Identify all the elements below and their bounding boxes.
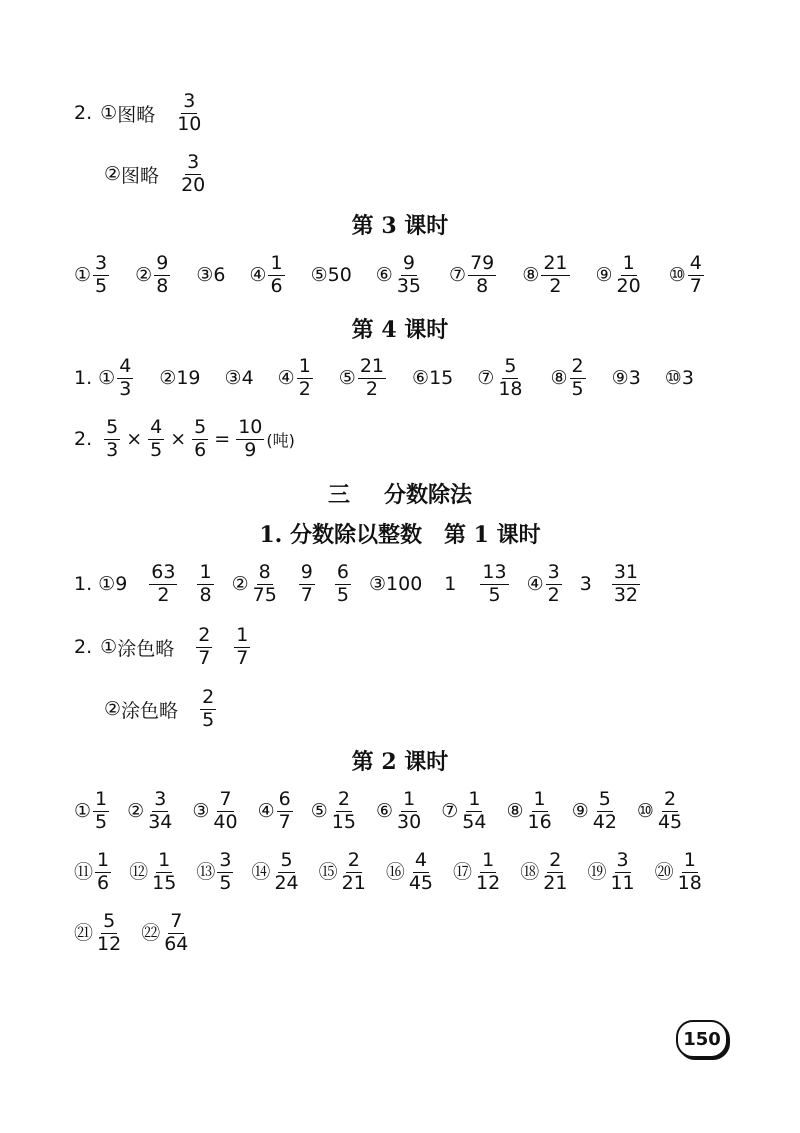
lesson-4-q1-answers	[74, 357, 694, 400]
page-number: 150	[683, 1028, 721, 1050]
chapter-heading	[0, 481, 800, 509]
fraction: $\frac{9}{7}$	[300, 561, 313, 606]
section-title: 1. 分数除以整数	[259, 522, 422, 548]
item-mark: ②	[104, 698, 122, 721]
fraction: $\frac{8}{75}$	[252, 561, 277, 606]
item-10: ⑩ $\frac{2}{45}$	[636, 788, 683, 833]
answer-text: 涂色略	[121, 699, 179, 722]
item-9: ⑨3	[611, 367, 641, 390]
item-6: ⑥ $\frac{9}{35}$	[375, 252, 422, 297]
item-11: ⑪ $\frac{1}{6}$	[74, 849, 110, 894]
item-7: ⑦ $\frac{1}{54}$	[441, 788, 487, 833]
numerator: 3	[187, 151, 200, 173]
fraction: $\frac{31}{32}$	[613, 561, 638, 606]
lesson-1-q2-row-2	[104, 688, 218, 731]
lesson-2-heading: 第 2 课时	[351, 749, 449, 775]
item-2: ② $\frac{9}{8}$	[135, 252, 169, 297]
value: 3	[579, 573, 592, 596]
item-5: ⑤50	[310, 264, 352, 287]
equals-sign: =	[214, 428, 231, 451]
lesson-3-answers	[74, 254, 706, 297]
item-9: ⑨ $\frac{5}{42}$	[571, 788, 617, 833]
answer-text: 图略	[121, 164, 160, 187]
fraction: $\frac{4}{5}$	[150, 416, 163, 461]
answer-text: 图略	[117, 103, 156, 126]
item-4: ④ $\frac{6}{7}$	[257, 788, 291, 833]
lesson-4-heading: 第 4 课时	[351, 317, 449, 343]
lesson-1-q1-answers	[74, 563, 642, 606]
item-mark: ②	[231, 573, 249, 596]
lesson-2-answers-row-3	[74, 912, 192, 955]
item-10: ⑩ $\frac{4}{7}$	[668, 252, 702, 297]
item-16: ⑯ $\frac{4}{45}$	[385, 849, 434, 894]
fraction: $\frac{3}{2}$	[547, 561, 560, 606]
lesson-1-title: 第 1 课时	[444, 522, 541, 548]
item-1: ① $\frac{4}{3}$	[98, 355, 132, 400]
unit-label: (吨)	[266, 430, 295, 450]
question-number: 2.	[74, 636, 93, 659]
item-2: ② $\frac{3}{34}$	[127, 788, 173, 833]
item-4: ④ $\frac{1}{6}$	[249, 252, 283, 297]
item-3: ③6	[196, 264, 226, 287]
item-7: ⑦ $\frac{79}{8}$	[449, 252, 495, 297]
item-9: ⑨ $\frac{1}{20}$	[595, 252, 641, 297]
item-mark: ①	[98, 573, 116, 596]
value: 9	[115, 573, 128, 596]
item-mark: ①	[100, 102, 118, 125]
answer-row-2-2	[104, 153, 209, 196]
item-18: ⑱ $\frac{2}{21}$	[520, 849, 568, 894]
fraction: $\frac{2}{7}$	[198, 624, 211, 669]
value: 100	[386, 573, 423, 596]
question-number: 1.	[74, 573, 93, 596]
lesson-2-answers-row-2	[74, 851, 706, 894]
item-mark: ②	[104, 163, 122, 186]
fraction: $\frac{6}{5}$	[336, 561, 349, 606]
item-1: ① $\frac{3}{5}$	[74, 252, 108, 297]
question-number: 1.	[74, 367, 93, 390]
item-mark: ④	[526, 573, 544, 596]
item-8: ⑧ $\frac{21}{2}$	[522, 252, 568, 297]
item-3: ③4	[224, 367, 254, 390]
item-20: ⑳ $\frac{1}{18}$	[654, 849, 702, 894]
item-22: ㉒ $\frac{7}{64}$	[141, 910, 189, 955]
lesson-1-q2-row-1	[74, 626, 252, 669]
item-6: ⑥15	[412, 367, 454, 390]
times-sign: ×	[170, 428, 187, 451]
chapter-title: 分数除法	[384, 482, 473, 508]
item-8: ⑧ $\frac{2}{5}$	[550, 355, 584, 400]
item-12: ⑫ $\frac{1}{15}$	[129, 849, 177, 894]
question-number: 2.	[74, 102, 93, 125]
item-5: ⑤ $\frac{2}{15}$	[310, 788, 356, 833]
section-heading	[0, 521, 800, 549]
item-14: ⑭ $\frac{5}{24}$	[251, 849, 299, 894]
denominator: 20	[181, 173, 206, 196]
fraction	[179, 153, 207, 196]
page-number-badge	[676, 1020, 728, 1058]
fraction	[175, 92, 203, 135]
item-4: ④ $\frac{1}{2}$	[277, 355, 311, 400]
item-19: ⑲ $\frac{3}{11}$	[587, 849, 635, 894]
fraction: $\frac{10}{9}$	[238, 416, 263, 461]
item-2: ②19	[159, 367, 201, 390]
lesson-2-answers-row-1	[74, 790, 686, 833]
item-21: ㉑ $\frac{5}{12}$	[74, 910, 122, 955]
item-1: ① $\frac{1}{5}$	[74, 788, 108, 833]
item-13: ⑬ $\frac{3}{5}$	[196, 849, 232, 894]
chapter-number: 三	[327, 482, 350, 508]
item-8: ⑧ $\frac{1}{16}$	[506, 788, 552, 833]
fraction: $\frac{2}{5}$	[202, 686, 215, 731]
times-sign: ×	[126, 428, 143, 451]
item-mark: ①	[100, 636, 118, 659]
value: 1	[444, 573, 457, 596]
fraction: $\frac{5}{6}$	[194, 416, 207, 461]
denominator: 10	[177, 112, 202, 135]
question-number: 2.	[74, 428, 93, 451]
item-3: ③ $\frac{7}{40}$	[192, 788, 238, 833]
answer-text: 涂色略	[117, 637, 175, 660]
fraction: $\frac{1}{7}$	[236, 624, 249, 669]
item-10: ⑩3	[664, 367, 694, 390]
fraction: $\frac{63}{2}$	[151, 561, 176, 606]
item-mark: ③	[368, 573, 387, 596]
fraction: $\frac{13}{5}$	[482, 561, 507, 606]
fraction: $\frac{1}{8}$	[199, 561, 212, 606]
answer-row-2-1	[74, 92, 205, 135]
item-5: ⑤ $\frac{21}{2}$	[338, 355, 385, 400]
fraction: $\frac{5}{3}$	[106, 416, 119, 461]
item-17: ⑰ $\frac{1}{12}$	[453, 849, 501, 894]
lesson-4-q2-equation	[74, 418, 295, 461]
item-6: ⑥ $\frac{1}{30}$	[375, 788, 422, 833]
lesson-3-heading: 第 3 课时	[351, 213, 449, 239]
item-15: ⑮ $\frac{2}{21}$	[318, 849, 366, 894]
item-7: ⑦ $\frac{5}{18}$	[477, 355, 523, 400]
numerator: 3	[183, 90, 196, 112]
